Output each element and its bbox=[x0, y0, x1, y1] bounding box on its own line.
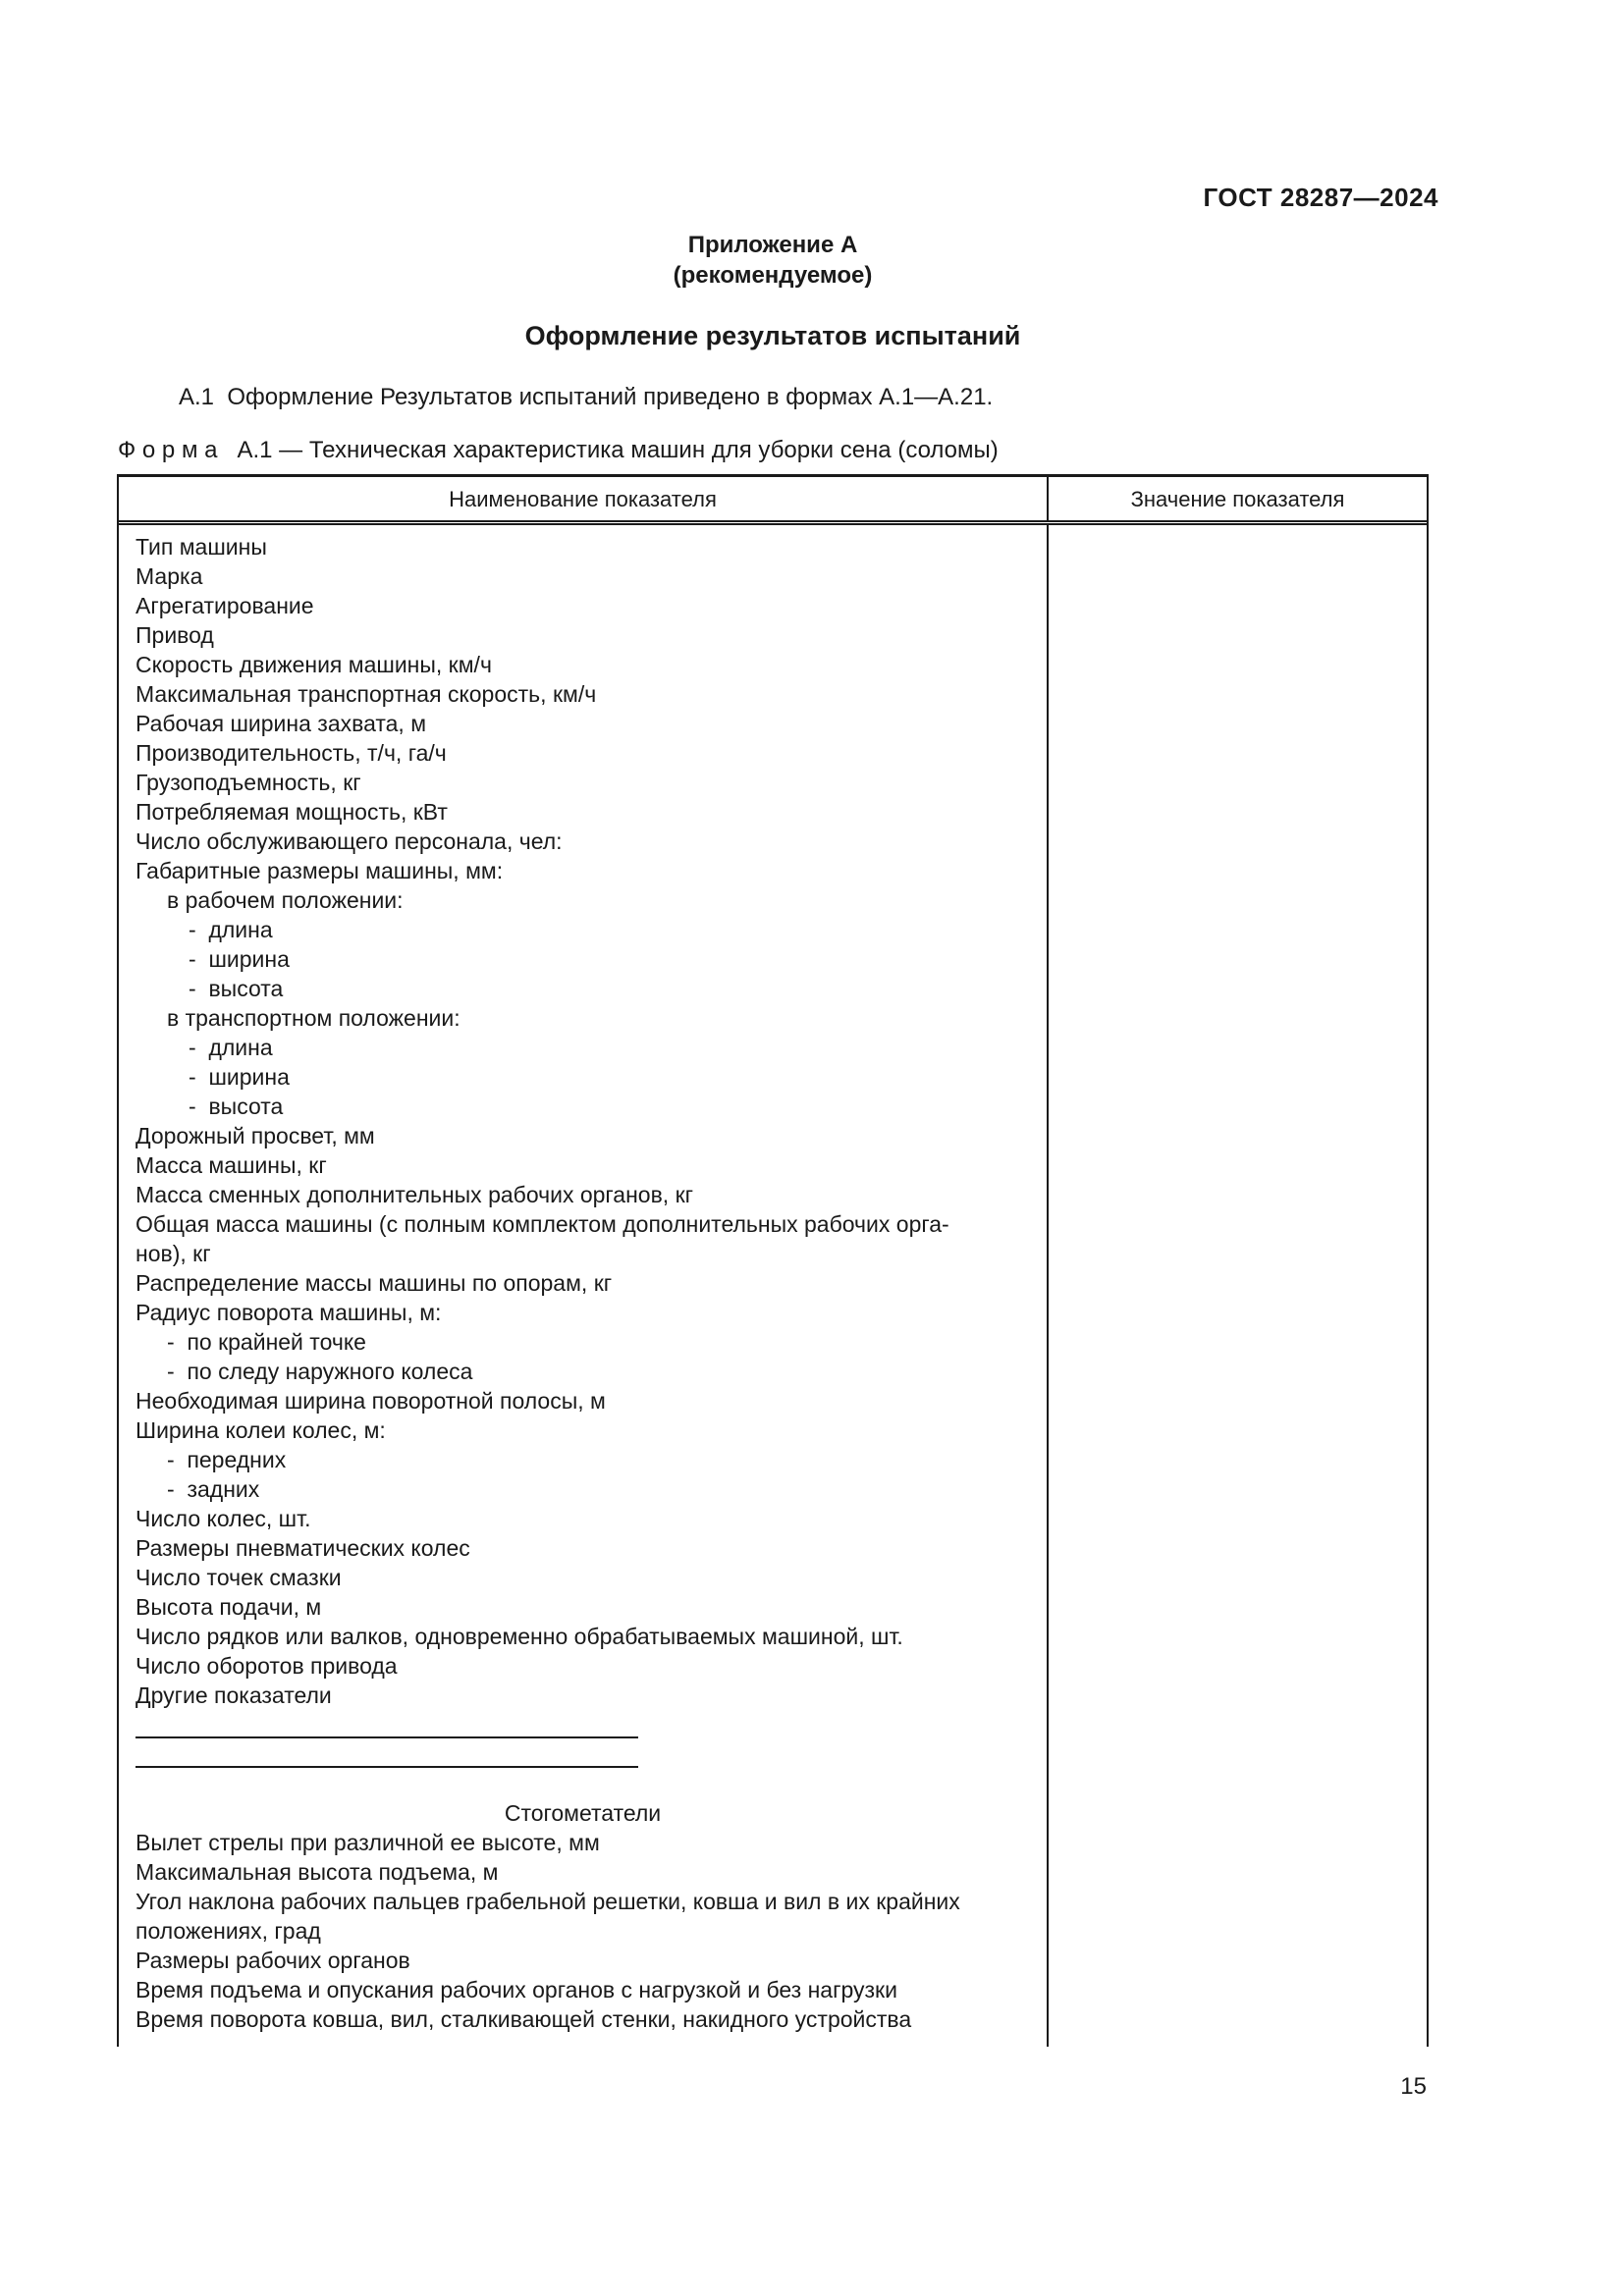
table-row: - ширина bbox=[189, 946, 290, 972]
table-row: Число оборотов привода bbox=[135, 1653, 398, 1679]
table-row: Масса машины, кг bbox=[135, 1152, 327, 1178]
fill-in-line bbox=[119, 1710, 1047, 1739]
page-content bbox=[117, 0, 1438, 2296]
table-row: - ширина bbox=[189, 1064, 290, 1090]
form-caption: Ф о р м а А.1 — Техническая характеристика машин для уборки сена (соломы) bbox=[118, 437, 999, 463]
table-row: Число обслуживающего персонала, чел: bbox=[135, 828, 563, 854]
table-row: Максимальная высота подъема, м bbox=[135, 1859, 499, 1885]
table-row: Угол наклона рабочих пальцев грабельной решетки, ковша и вил в их крайних bbox=[135, 1889, 960, 1914]
spacer-row bbox=[119, 1769, 1047, 1798]
section-heading: Оформление результатов испытаний bbox=[524, 321, 1021, 350]
column-header-indicator-name: Наименование показателя bbox=[119, 477, 1049, 520]
table-row: Число колес, шт. bbox=[135, 1506, 311, 1531]
table-row: Тип машины bbox=[135, 534, 267, 560]
table-row: Привод bbox=[135, 622, 214, 648]
table-row: Вылет стрелы при различной ее высоте, мм bbox=[135, 1830, 600, 1855]
table-row: - по крайней точке bbox=[167, 1329, 366, 1355]
table-row: Необходимая ширина поворотной полосы, м bbox=[135, 1388, 606, 1414]
table-row: Скорость движения машины, км/ч bbox=[135, 652, 492, 677]
table-row: Марка bbox=[135, 563, 203, 589]
table-row: - длина bbox=[189, 917, 273, 942]
table-row: Высота подачи, м bbox=[135, 1594, 322, 1620]
table-row: Радиус поворота машины, м: bbox=[135, 1300, 442, 1325]
table-row: Время подъема и опускания рабочих органов с нагрузкой и без нагрузки bbox=[135, 1977, 897, 2002]
table-row: Дорожный просвет, мм bbox=[135, 1123, 375, 1148]
fill-in-line bbox=[119, 1739, 1047, 1769]
annex-header bbox=[117, 230, 1429, 291]
table-row: Распределение массы машины по опорам, кг bbox=[135, 1270, 613, 1296]
table-header-row bbox=[119, 477, 1427, 525]
table-row: положениях, град bbox=[135, 1918, 321, 1944]
table-row: нов), кг bbox=[135, 1241, 211, 1266]
table-row: - длина bbox=[189, 1035, 273, 1060]
table-row: в транспортном положении: bbox=[167, 1005, 460, 1031]
table-row: Ширина колеи колес, м: bbox=[135, 1417, 386, 1443]
table-row: Масса сменных дополнительных рабочих органов, кг bbox=[135, 1182, 694, 1207]
table-row: Размеры рабочих органов bbox=[135, 1948, 410, 1973]
table-row: - высота bbox=[189, 976, 284, 1001]
table-row: Максимальная транспортная скорость, км/ч bbox=[135, 681, 597, 707]
table-row: Габаритные размеры машины, мм: bbox=[135, 858, 504, 883]
standard-number: ГОСТ 28287—2024 bbox=[1203, 183, 1438, 212]
indicator-name-cell bbox=[119, 525, 1049, 2047]
characteristics-table bbox=[117, 474, 1429, 2047]
table-row: Потребляемая мощность, кВт bbox=[135, 799, 448, 825]
table-row: Число точек смазки bbox=[135, 1565, 342, 1590]
table-row: Размеры пневматических колес bbox=[135, 1535, 470, 1561]
page-number: 15 bbox=[1400, 2073, 1427, 2100]
fill-in-rule bbox=[135, 1766, 638, 1768]
subsection-title: Стогометатели bbox=[504, 1800, 662, 1826]
column-header-indicator-value: Значение показателя bbox=[1130, 487, 1345, 511]
table-row: Агрегатирование bbox=[135, 593, 314, 618]
table-row: - передних bbox=[167, 1447, 287, 1472]
table-row: Рабочая ширина захвата, м bbox=[135, 711, 427, 736]
fill-in-rule bbox=[135, 1736, 638, 1738]
annex-subtitle: (рекомендуемое) bbox=[673, 262, 873, 289]
table-row: Время поворота ковша, вил, сталкивающей стенки, накидного устройства bbox=[135, 2006, 912, 2032]
table-row: Число рядков или валков, одновременно обрабатываемых машиной, шт. bbox=[135, 1624, 903, 1649]
table-row: - по следу наружного колеса bbox=[167, 1359, 473, 1384]
table-row: Общая масса машины (с полным комплектом дополнительных рабочих орга- bbox=[135, 1211, 949, 1237]
table-row: Другие показатели bbox=[135, 1682, 332, 1708]
table-row: Грузоподъемность, кг bbox=[135, 770, 361, 795]
table-row: - задних bbox=[167, 1476, 260, 1502]
table-row: в рабочем положении: bbox=[167, 887, 404, 913]
annex-title: Приложение А bbox=[687, 232, 858, 258]
table-body-row bbox=[119, 525, 1427, 2047]
table-row: Производительность, т/ч, га/ч bbox=[135, 740, 447, 766]
indicator-value-cell bbox=[1049, 525, 1427, 2047]
table-row: - высота bbox=[189, 1094, 284, 1119]
paragraph-a1: А.1 Оформление Результатов испытаний приведено в формах А.1—А.21. bbox=[179, 384, 994, 410]
